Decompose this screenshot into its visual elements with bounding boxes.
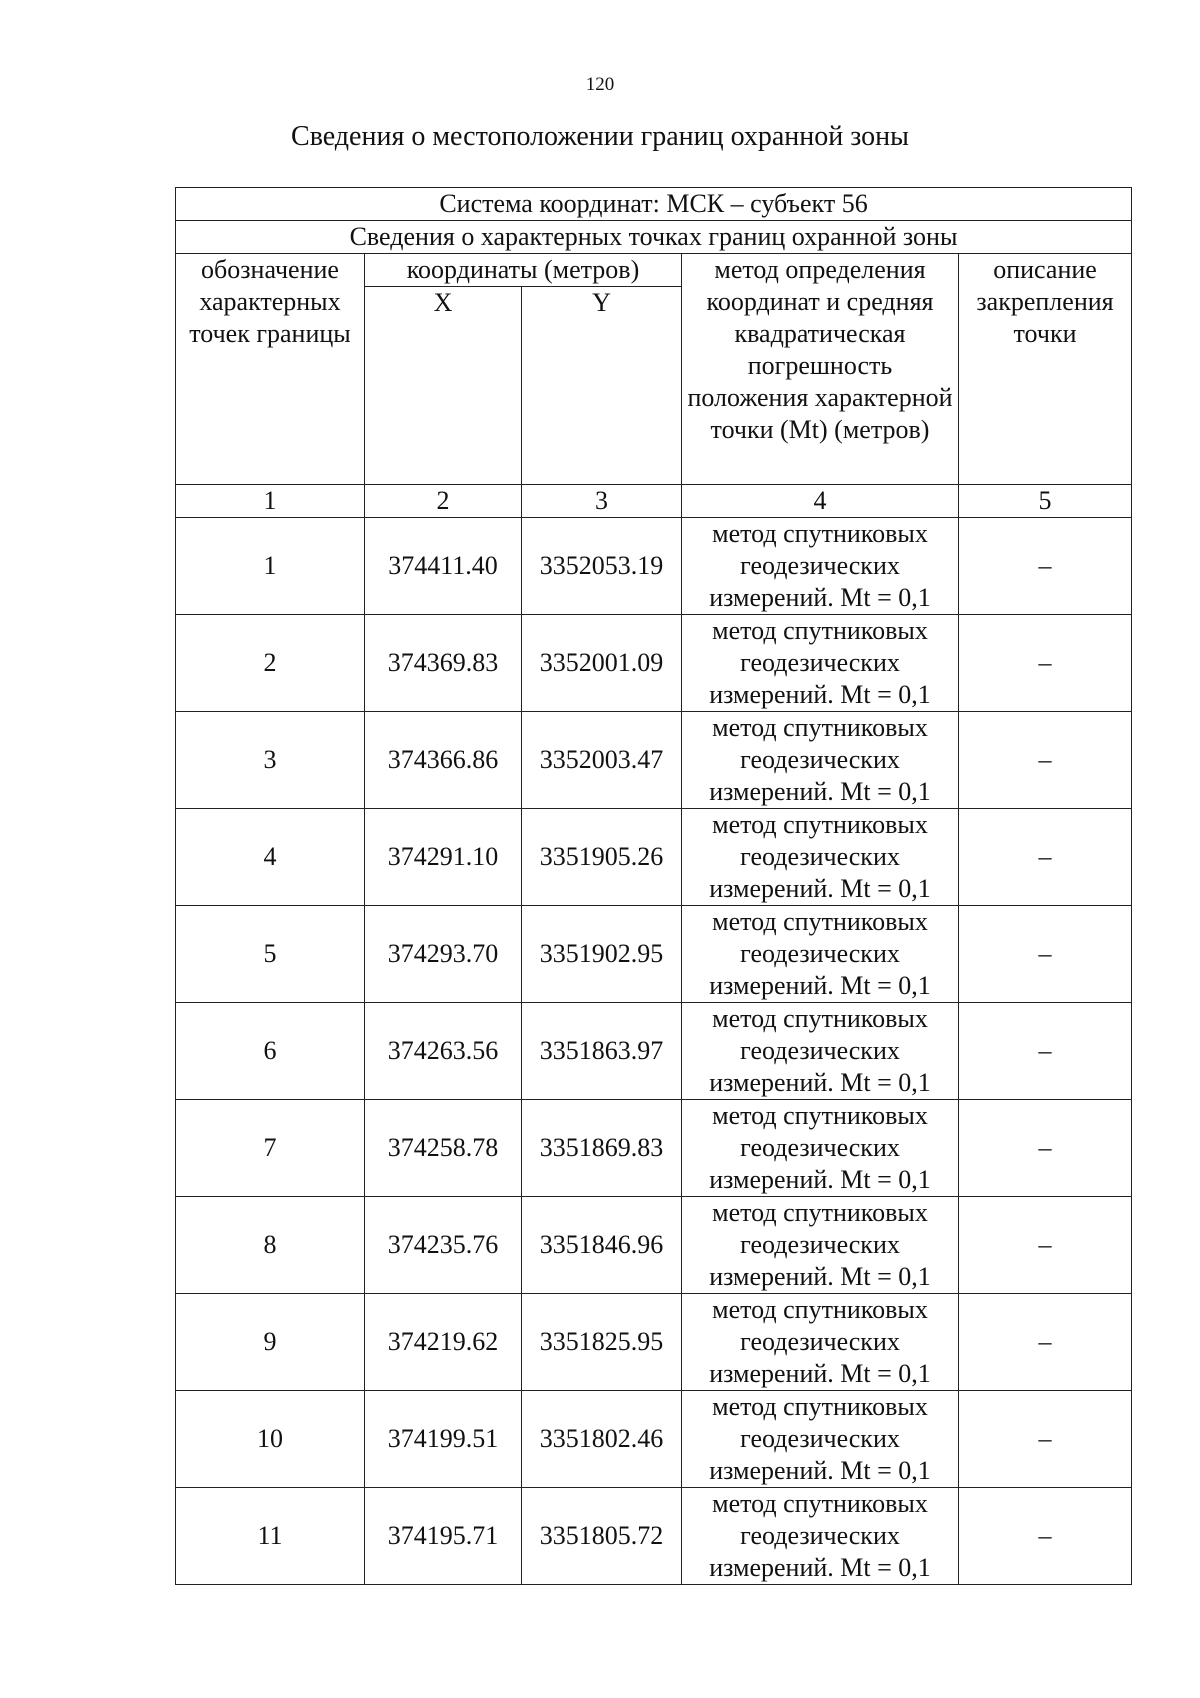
coordinates-column-header: координаты (метров) <box>365 254 682 287</box>
description-cell: – <box>959 518 1132 615</box>
column-number: 5 <box>959 485 1132 518</box>
description-cell: – <box>959 712 1132 809</box>
y-coordinate-cell: 3352001.09 <box>522 615 682 712</box>
table-row <box>176 1391 1132 1488</box>
column-number: 4 <box>682 485 959 518</box>
x-coordinate-cell: 374199.51 <box>365 1391 522 1488</box>
y-coordinate-cell: 3351869.83 <box>522 1100 682 1197</box>
column-number-row <box>176 485 1132 518</box>
y-coordinate-cell: 3351825.95 <box>522 1294 682 1391</box>
point-number-cell: 10 <box>176 1391 365 1488</box>
x-coordinate-cell: 374293.70 <box>365 906 522 1003</box>
x-coordinate-cell: 374291.10 <box>365 809 522 906</box>
point-number-cell: 5 <box>176 906 365 1003</box>
table-row <box>176 518 1132 615</box>
description-cell: – <box>959 809 1132 906</box>
description-cell: – <box>959 906 1132 1003</box>
y-column-header: Y <box>522 287 682 485</box>
point-number-cell: 9 <box>176 1294 365 1391</box>
point-number-cell: 8 <box>176 1197 365 1294</box>
method-column-header: метод определения координат и средняя квадратическая погрешность положения характерной точки (Mt) (метров) <box>682 254 959 485</box>
coordinates-table <box>175 187 1132 1585</box>
x-coordinate-cell: 374219.62 <box>365 1294 522 1391</box>
description-cell: – <box>959 1294 1132 1391</box>
method-cell: метод спутниковых геодезических измерений. Mt = 0,1 <box>682 809 959 906</box>
y-coordinate-cell: 3352003.47 <box>522 712 682 809</box>
description-cell: – <box>959 1197 1132 1294</box>
point-number-cell: 1 <box>176 518 365 615</box>
column-number: 1 <box>176 485 365 518</box>
point-number-cell: 11 <box>176 1488 365 1585</box>
description-cell: – <box>959 1100 1132 1197</box>
table-row <box>176 1488 1132 1585</box>
y-coordinate-cell: 3351802.46 <box>522 1391 682 1488</box>
y-coordinate-cell: 3351846.96 <box>522 1197 682 1294</box>
x-coordinate-cell: 374263.56 <box>365 1003 522 1100</box>
method-cell: метод спутниковых геодезических измерений. Mt = 0,1 <box>682 712 959 809</box>
table-row <box>176 712 1132 809</box>
coordinate-system-row <box>176 188 1132 221</box>
point-number-cell: 6 <box>176 1003 365 1100</box>
table-row <box>176 615 1132 712</box>
table-row <box>176 906 1132 1003</box>
method-cell: метод спутниковых геодезических измерений. Mt = 0,1 <box>682 1294 959 1391</box>
column-number: 3 <box>522 485 682 518</box>
table-row <box>176 1100 1132 1197</box>
method-cell: метод спутниковых геодезических измерений. Mt = 0,1 <box>682 1003 959 1100</box>
points-info-row <box>176 221 1132 254</box>
x-coordinate-cell: 374258.78 <box>365 1100 522 1197</box>
description-cell: – <box>959 1003 1132 1100</box>
x-coordinate-cell: 374195.71 <box>365 1488 522 1585</box>
column-number: 2 <box>365 485 522 518</box>
x-coordinate-cell: 374369.83 <box>365 615 522 712</box>
method-cell: метод спутниковых геодезических измерений. Mt = 0,1 <box>682 1100 959 1197</box>
point-number-cell: 3 <box>176 712 365 809</box>
description-cell: – <box>959 1391 1132 1488</box>
point-number-cell: 7 <box>176 1100 365 1197</box>
table-row <box>176 809 1132 906</box>
point-number-cell: 2 <box>176 615 365 712</box>
table-row <box>176 1003 1132 1100</box>
y-coordinate-cell: 3351863.97 <box>522 1003 682 1100</box>
method-cell: метод спутниковых геодезических измерений. Mt = 0,1 <box>682 1488 959 1585</box>
description-cell: – <box>959 1488 1132 1585</box>
table-row <box>176 1294 1132 1391</box>
method-cell: метод спутниковых геодезических измерений. Mt = 0,1 <box>682 1391 959 1488</box>
x-column-header: X <box>365 287 522 485</box>
designation-column-header: обозначение характерных точек границы <box>176 254 365 485</box>
y-coordinate-cell: 3352053.19 <box>522 518 682 615</box>
y-coordinate-cell: 3351905.26 <box>522 809 682 906</box>
method-cell: метод спутниковых геодезических измерений. Mt = 0,1 <box>682 615 959 712</box>
x-coordinate-cell: 374235.76 <box>365 1197 522 1294</box>
x-coordinate-cell: 374366.86 <box>365 712 522 809</box>
method-cell: метод спутниковых геодезических измерений. Mt = 0,1 <box>682 1197 959 1294</box>
coordinate-system-header: Система координат: МСК – субъект 56 <box>176 188 1132 221</box>
table-row <box>176 1197 1132 1294</box>
method-cell: метод спутниковых геодезических измерений. Mt = 0,1 <box>682 906 959 1003</box>
page-number: 120 <box>585 74 615 95</box>
y-coordinate-cell: 3351805.72 <box>522 1488 682 1585</box>
method-cell: метод спутниковых геодезических измерений. Mt = 0,1 <box>682 518 959 615</box>
description-cell: – <box>959 615 1132 712</box>
x-coordinate-cell: 374411.40 <box>365 518 522 615</box>
point-number-cell: 4 <box>176 809 365 906</box>
description-column-header: описание закрепления точки <box>959 254 1132 485</box>
document-title: Сведения о местоположении границ охранной зоны <box>291 121 909 152</box>
points-info-header: Сведения о характерных точках границ охранной зоны <box>176 221 1132 254</box>
y-coordinate-cell: 3351902.95 <box>522 906 682 1003</box>
column-header-row <box>176 254 1132 287</box>
